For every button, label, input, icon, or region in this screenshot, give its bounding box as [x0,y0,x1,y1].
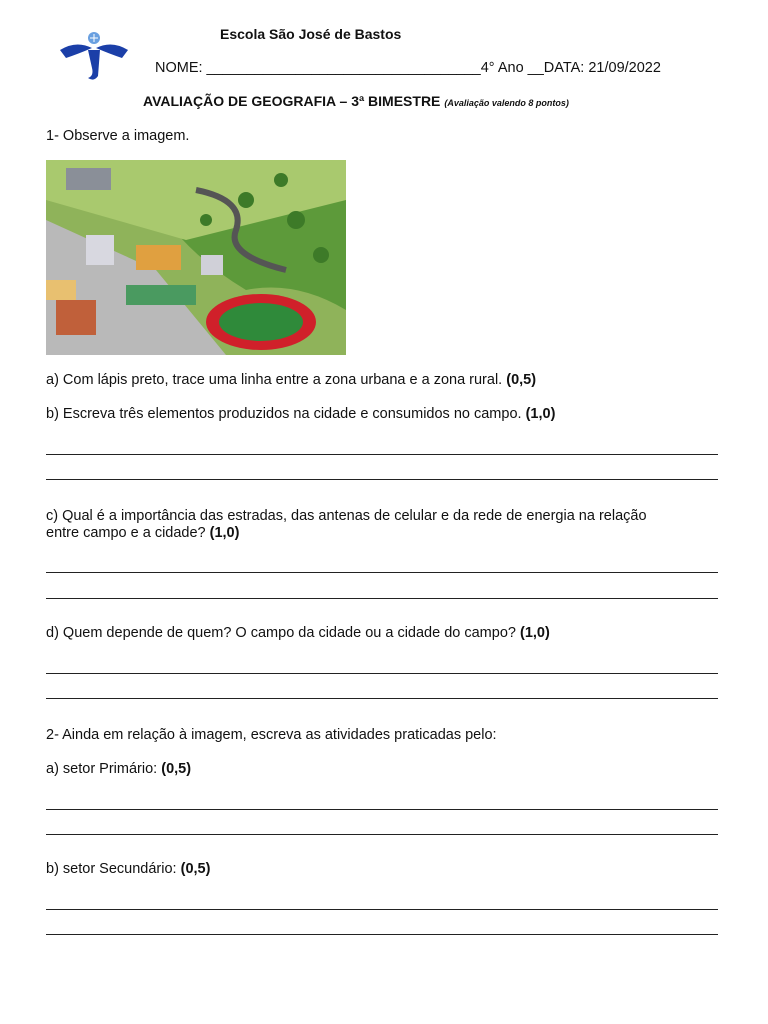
question-1d-text: d) Quem depende de quem? O campo da cidade ou a cidade do campo? [46,625,516,641]
question-1c [46,508,647,542]
exam-points-note: (Avaliação valendo 8 pontos) [444,98,569,108]
exam-title-text: AVALIAÇÃO DE GEOGRAFIA – 3ª BIMESTRE [143,93,441,109]
answer-line[interactable] [46,479,718,480]
answer-line[interactable] [46,809,718,810]
question-2a-text: a) setor Primário: [46,761,158,777]
urban-rural-landscape-icon [46,160,346,355]
question-2: 2- Ainda em relação à imagem, escreva as atividades praticadas pelo: [46,727,497,743]
school-name: Escola São José de Bastos [220,26,402,42]
question-1: 1- Observe a imagem. [46,128,190,144]
question-1a-points: (0,5) [506,372,537,388]
answer-line[interactable] [46,598,718,599]
answer-line[interactable] [46,673,718,674]
question-2a [46,761,191,778]
question-1b [46,406,555,423]
answer-line[interactable] [46,934,718,935]
name-date-line: NOME: __________________________________4° Ano __DATA: 21/09/2022 [155,60,661,76]
question-1a [46,372,536,389]
question-1d-points: (1,0) [520,625,550,641]
answer-line[interactable] [46,834,718,835]
question-1b-text: b) Escreva três elementos produzidos na cidade e consumidos no campo. [46,406,522,422]
question-1a-text: a) Com lápis preto, trace uma linha entre a zona urbana e a zona rural. [46,372,503,388]
question-2b-points: (0,5) [180,861,211,877]
question-1c-line2: entre campo e a cidade? [46,525,206,541]
question-1b-points: (1,0) [525,406,556,422]
answer-line[interactable] [46,698,718,699]
answer-line[interactable] [46,572,718,573]
question-1c-line1: c) Qual é a importância das estradas, das antenas de celular e da rede de energia na relação [46,508,647,524]
question-2a-points: (0,5) [161,761,192,777]
question-1d [46,625,550,642]
question-1c-points: (1,0) [209,525,240,541]
question-2b-text: b) setor Secundário: [46,861,177,877]
answer-line[interactable] [46,454,718,455]
exam-title [143,93,569,109]
answer-line[interactable] [46,909,718,910]
question-2b [46,861,210,878]
school-emblem-icon [58,28,130,84]
